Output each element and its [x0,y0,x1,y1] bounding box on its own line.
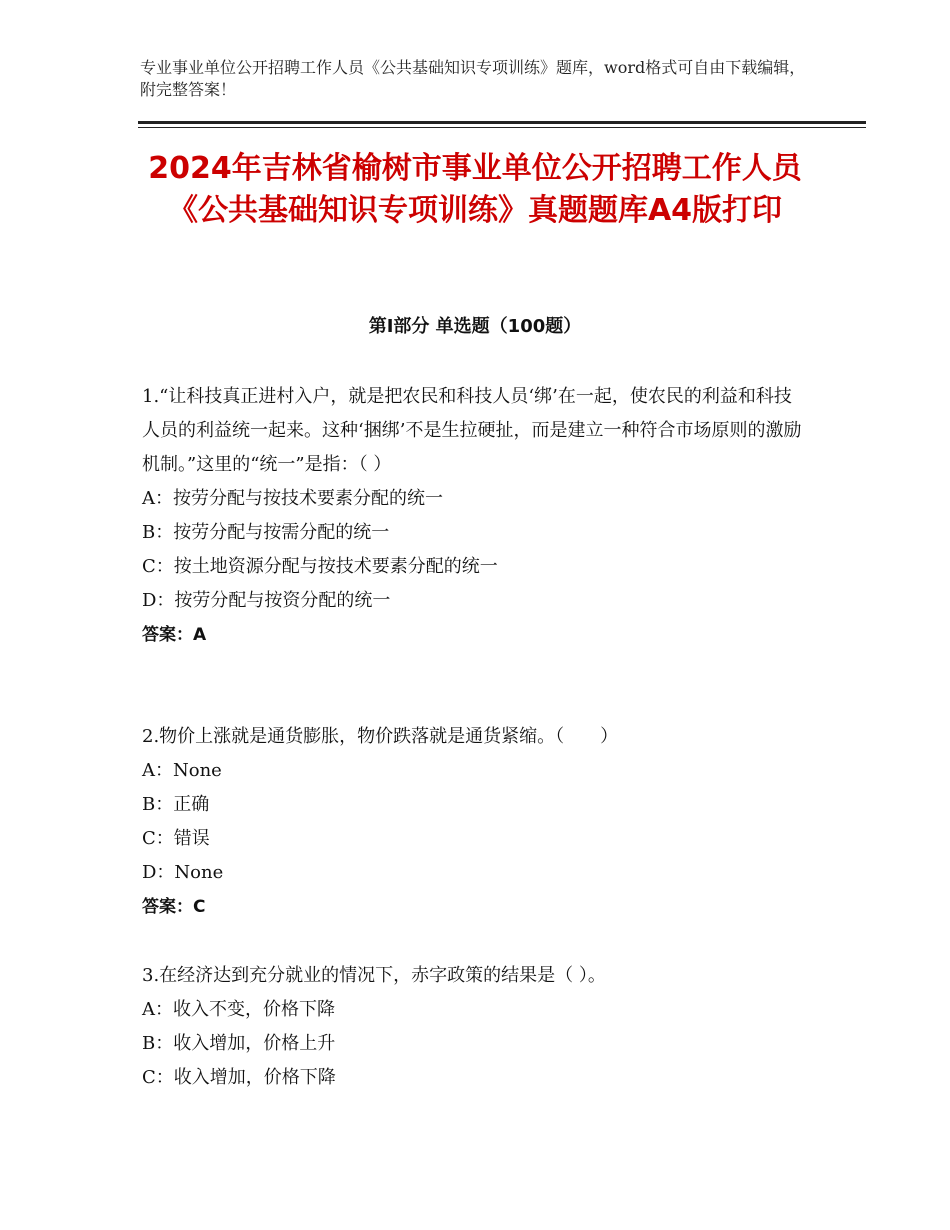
option-d: D：None [142,862,224,883]
question-1 [142,380,802,652]
question-stem: 2.物价上涨就是通货膨胀，物价跌落就是通货紧缩。（ ） [142,726,619,747]
document-title: 2024年吉林省榆树市事业单位公开招聘工作人员《公共基础知识专项训练》真题题库A4版打印 [148,151,802,228]
option-b: B：按劳分配与按需分配的统一 [142,522,390,543]
question-2 [142,720,802,924]
header-divider-thin [138,127,866,128]
option-a: A：按劳分配与按技术要素分配的统一 [142,488,443,509]
answer-label: 答案：C [142,897,206,917]
question-stem: 3.在经济达到充分就业的情况下，赤字政策的结果是（ ）。 [142,965,606,986]
option-c: C：错误 [142,828,210,849]
option-d: D：按劳分配与按资分配的统一 [142,590,391,611]
header-divider-thick [138,121,866,124]
option-c: C：按土地资源分配与按技术要素分配的统一 [142,556,498,577]
option-a: A：None [142,760,222,781]
option-c: C：收入增加，价格下降 [142,1067,336,1088]
question-3 [142,959,802,1095]
question-stem: 1.“让科技真正进村入户，就是把农民和科技人员‘绑’在一起，使农民的利益和科技人员的利益统一起来。这种‘捆绑’不是生拉硬扯，而是建立一种符合市场原则的激励机制。”这里的“统一”是指：（ ） [142,386,802,475]
answer-label: 答案：A [142,625,207,645]
option-b: B：收入增加，价格上升 [142,1033,336,1054]
header-note: 专业事业单位公开招聘工作人员《公共基础知识专项训练》题库，word格式可自由下载编辑，附完整答案！ [140,58,806,99]
option-b: B：正确 [142,794,210,815]
section-title: 第Ⅰ部分 单选题（100题） [368,316,582,337]
option-a: A：收入不变，价格下降 [142,999,335,1020]
